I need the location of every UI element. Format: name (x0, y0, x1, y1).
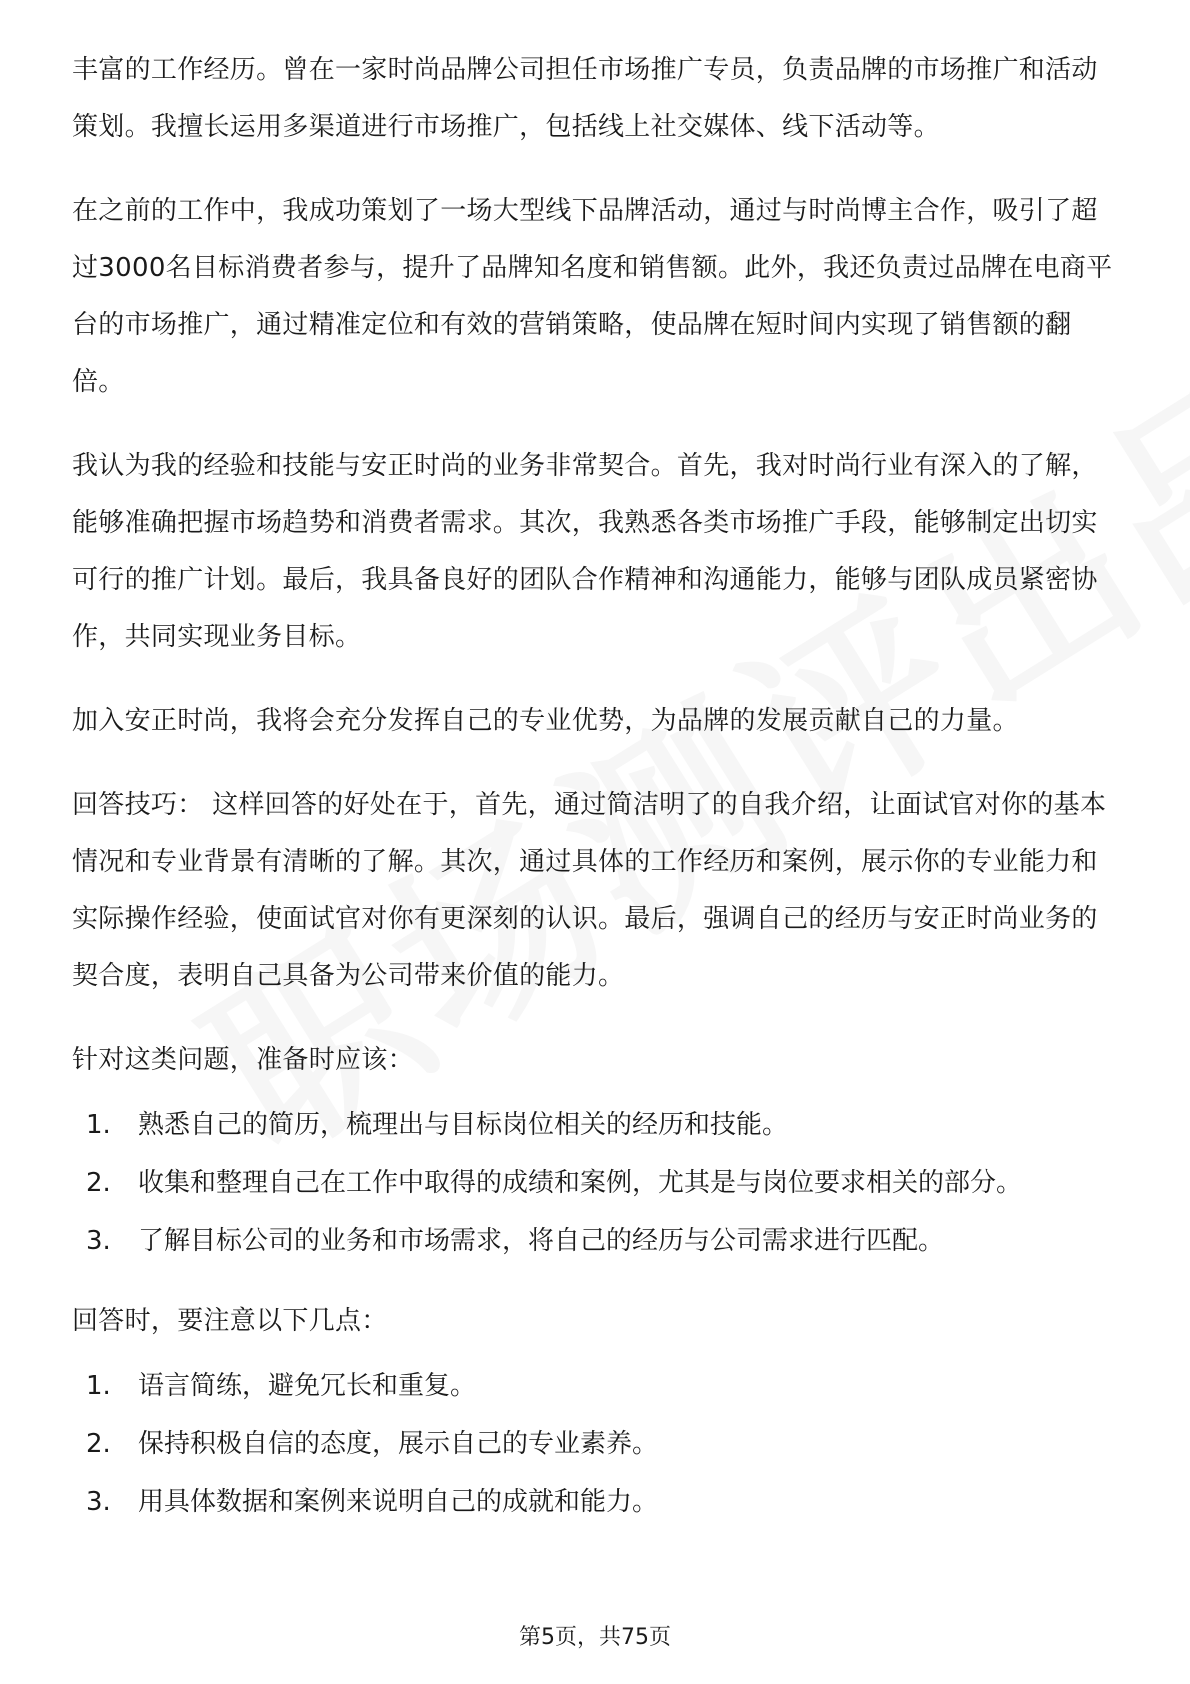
list-item (72, 1368, 1122, 1404)
list-item-number: 1. (86, 1371, 111, 1401)
page-number-footer: 第5页，共75页 (519, 1625, 671, 1650)
list-item-text: 用具体数据和案例来说明自己的成就和能力。 (138, 1487, 659, 1517)
paragraph-answer-intro: 回答时，要注意以下几点： (72, 1306, 388, 1336)
page-content (72, 42, 1122, 1554)
prep-list (72, 1107, 1122, 1259)
paragraph-answer-tips: 回答技巧： 这样回答的好处在于，首先，通过简洁明了的自我介绍，让面试官对你的基本情况和专业背景有清晰的了解。其次，通过具体的工作经历和案例，展示你的专业能力和实际操作经验，使面试官对你有更深刻的认识。最后，强调自己的经历与安正时尚业务的契合度，表明自己具备为公司带来价值的能力。 (72, 790, 1107, 991)
paragraph-experience: 丰富的工作经历。曾在一家时尚品牌公司担任市场推广专员，负责品牌的市场推广和活动策划。我擅长运用多渠道进行市场推广，包括线上社交媒体、线下活动等。 (72, 55, 1098, 142)
list-item-number: 1. (86, 1110, 111, 1140)
list-item-text: 熟悉自己的简历，梳理出与目标岗位相关的经历和技能。 (138, 1110, 789, 1140)
list-item-text: 保持积极自信的态度，展示自己的专业素养。 (138, 1429, 659, 1459)
paragraph-fit: 我认为我的经验和技能与安正时尚的业务非常契合。首先，我对时尚行业有深入的了解，能够准确把握市场趋势和消费者需求。其次，我熟悉各类市场推广手段，能够制定出切实可行的推广计划。最后，我具备良好的团队合作精神和沟通能力，能够与团队成员紧密协作，共同实现业务目标。 (72, 451, 1098, 652)
list-item-text: 收集和整理自己在工作中取得的成绩和案例，尤其是与岗位要求相关的部分。 (138, 1168, 1023, 1198)
list-item (72, 1484, 1122, 1520)
list-item (72, 1223, 1122, 1259)
list-item-number: 3. (86, 1487, 111, 1517)
list-item-number: 2. (86, 1429, 111, 1459)
list-item-text: 了解目标公司的业务和市场需求，将自己的经历与公司需求进行匹配。 (138, 1226, 945, 1256)
paragraph-prep-intro: 针对这类问题，准备时应该： (72, 1045, 414, 1075)
list-item (72, 1165, 1122, 1201)
list-item (72, 1107, 1122, 1143)
list-item-number: 3. (86, 1226, 111, 1256)
paragraph-achievements: 在之前的工作中，我成功策划了一场大型线下品牌活动，通过与时尚博主合作，吸引了超过3000名目标消费者参与，提升了品牌知名度和销售额。此外，我还负责过品牌在电商平台的市场推广，通过精准定位和有效的营销策略，使品牌在短时间内实现了销售额的翻倍。 (72, 196, 1113, 397)
answer-list (72, 1368, 1122, 1520)
list-item-text: 语言简练，避免冗长和重复。 (138, 1371, 477, 1401)
list-item (72, 1426, 1122, 1462)
list-item-number: 2. (86, 1168, 111, 1198)
paragraph-conclusion: 加入安正时尚，我将会充分发挥自己的专业优势，为品牌的发展贡献自己的力量。 (72, 706, 1019, 736)
